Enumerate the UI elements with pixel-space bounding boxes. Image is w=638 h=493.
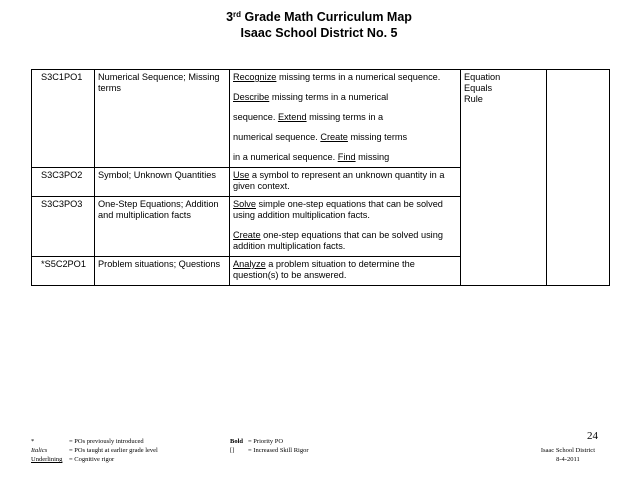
legend-left [31, 437, 158, 464]
vocabulary-cell [461, 70, 547, 286]
legend-description: = Increased Skill Rigor [248, 447, 309, 454]
legend-row [230, 446, 309, 455]
cognitive-verb: Recognize [233, 72, 277, 82]
grade-number: 3 [226, 10, 234, 24]
statement-text: missing terms in a [306, 112, 384, 122]
legend-symbol: Underlining [31, 456, 63, 463]
objective-statement [233, 170, 457, 192]
performance-objective [230, 197, 461, 257]
legend-description: = Priority PO [248, 438, 284, 445]
vocabulary-term: Equation [464, 72, 501, 82]
statement-text: simple one-step equations that can be solved using addition multiplication facts. [233, 199, 443, 220]
legend-row [31, 455, 158, 464]
legend-description: = Cognitive rigor [69, 456, 115, 463]
legend-symbol: [] [230, 447, 235, 454]
po-code: S3C3PO2 [32, 168, 95, 197]
po-code: *S5C2PO1 [32, 257, 95, 286]
statement-text: missing terms in a numerical sequence. [276, 72, 441, 82]
concept: Symbol; Unknown Quantities [95, 168, 230, 197]
statement-text: a symbol to represent an unknown quantity in a given context. [233, 170, 445, 191]
statement-text: missing [355, 152, 390, 162]
district-title: Isaac School District No. 5 [240, 26, 398, 40]
legend-row [230, 437, 309, 446]
statement-text: one-step equations that can be solved using addition multiplication facts. [233, 230, 443, 251]
legend-symbol: Bold [230, 438, 244, 445]
statement-text: missing terms in a numerical [269, 92, 389, 102]
performance-objective [230, 70, 461, 168]
empty-cell [547, 70, 610, 286]
legend-row [31, 446, 158, 455]
concept: One-Step Equations; Addition and multiplication facts [95, 197, 230, 257]
objective-statement [233, 92, 457, 103]
concept: Numerical Sequence; Missing terms [95, 70, 230, 168]
cognitive-verb: Find [337, 152, 356, 162]
concept: Problem situations; Questions [95, 257, 230, 286]
objective-statement [233, 132, 457, 143]
performance-objective [230, 168, 461, 197]
legend-row [31, 437, 158, 446]
po-code: S3C3PO3 [32, 197, 95, 257]
cognitive-verb: Create [320, 132, 348, 142]
legend-description: = POs taught at earlier grade level [69, 447, 158, 454]
cognitive-verb: Create [233, 230, 261, 240]
legend-description: = POs previously introduced [69, 438, 144, 445]
statement-text: in a numerical sequence. [233, 152, 338, 162]
statement-text: sequence. [233, 112, 278, 122]
vocabulary-term: Rule [464, 94, 483, 104]
cognitive-verb: Describe [233, 92, 270, 102]
cognitive-verb: Analyze [233, 259, 266, 269]
district-footer [541, 446, 595, 464]
footer-date: 8-4-2011 [556, 456, 580, 463]
statement-text: missing terms [347, 132, 408, 142]
objective-statement [233, 259, 457, 281]
title-text: Grade Math Curriculum Map [241, 10, 412, 24]
legend-symbol: * [31, 438, 35, 445]
district-name: Isaac School District [540, 447, 595, 454]
page-number: 24 [587, 430, 598, 442]
table-row [32, 70, 610, 168]
statement-text: numerical sequence. [233, 132, 321, 142]
vocabulary-term: Equals [464, 83, 493, 93]
legend-right [230, 437, 309, 455]
objective-statement [233, 152, 457, 163]
objective-statement [233, 72, 457, 83]
curriculum-table [31, 69, 610, 286]
cognitive-verb: Use [233, 170, 250, 180]
cognitive-verb: Extend [277, 112, 307, 122]
performance-objective [230, 257, 461, 286]
legend-symbol: Italics [31, 447, 48, 454]
grade-suffix: rd [233, 10, 242, 19]
objective-statement [233, 199, 457, 221]
statement-text: a problem situation to determine the question(s) to be answered. [233, 259, 415, 280]
objective-statement [233, 230, 457, 252]
cognitive-verb: Solve [233, 199, 256, 209]
po-code: S3C1PO1 [32, 70, 95, 168]
objective-statement [233, 112, 457, 123]
page-title [0, 10, 638, 25]
